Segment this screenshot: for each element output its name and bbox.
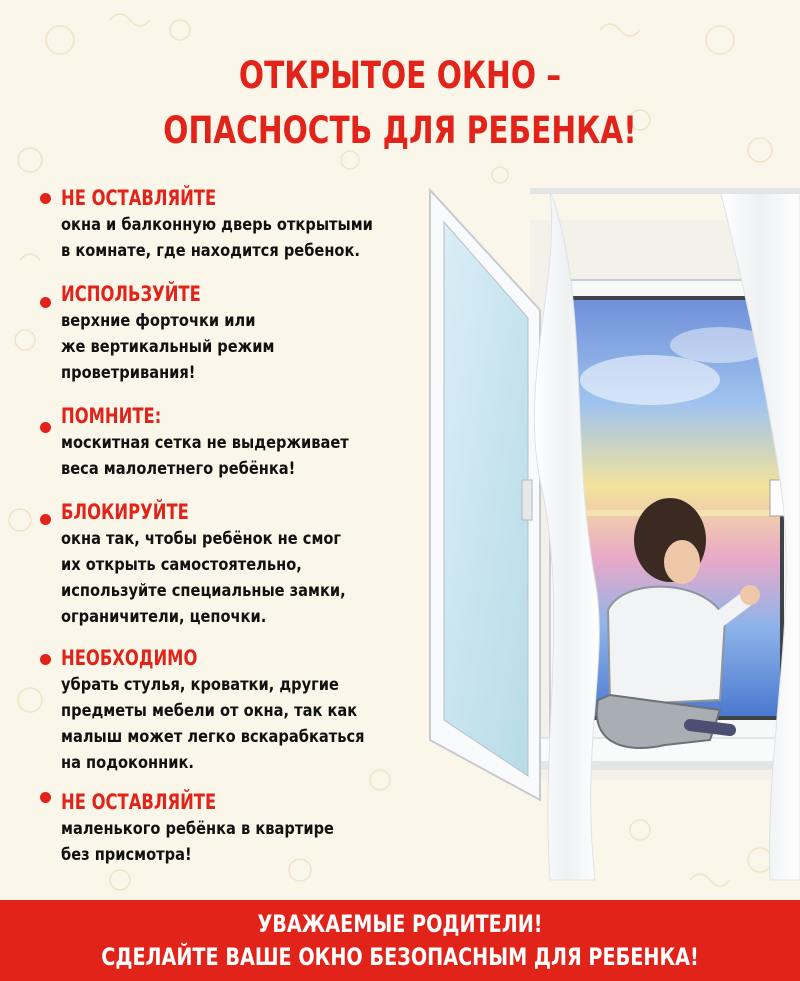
banner-text <box>80 908 720 974</box>
tip-text <box>61 816 334 868</box>
tip-line: проветривания! <box>61 363 196 383</box>
tip-line: их открыть самостоятельно, <box>61 555 302 575</box>
bullet-icon <box>40 297 51 308</box>
tip-line: ограничители, цепочки. <box>61 607 267 627</box>
tip-line: окна так, чтобы ребёнок не смог <box>61 529 342 549</box>
tip-text <box>61 672 365 776</box>
tip-text <box>61 526 346 630</box>
bullet-icon <box>40 193 51 204</box>
tip-line: на подоконник. <box>61 753 194 773</box>
tip-text <box>61 430 349 482</box>
tip-text <box>61 308 274 386</box>
tip-line: малыш может легко вскарабкаться <box>61 727 365 747</box>
tip-line: же вертикальный режим <box>61 337 275 357</box>
tip-line: предметы мебели от окна, так как <box>61 701 358 721</box>
tip-line: используйте специальные замки, <box>61 581 346 601</box>
bullet-icon <box>40 422 51 433</box>
tip-text <box>61 212 373 264</box>
tip-heading: НЕОБХОДИМО <box>61 646 198 670</box>
tip-line: маленького ребёнка в квартире <box>61 819 334 839</box>
tip-line: убрать стулья, кроватки, другие <box>61 675 339 695</box>
bullet-icon <box>40 654 51 665</box>
bottom-banner <box>0 900 800 981</box>
tip-heading: БЛОКИРУЙТЕ <box>61 500 189 524</box>
tip-heading: ПОМНИТЕ: <box>61 404 162 428</box>
bullet-icon <box>40 514 51 525</box>
title-line-2: ОПАСНОСТЬ ДЛЯ РЕБЕНКА! <box>163 109 637 152</box>
bullet-icon <box>40 792 51 803</box>
tip-heading: НЕ ОСТАВЛЯЙТЕ <box>61 790 217 814</box>
banner-line-2: СДЕЛАЙТЕ ВАШЕ ОКНО БЕЗОПАСНЫМ ДЛЯ РЕБЕНКА! <box>101 943 699 971</box>
tip-line: окна и балконную дверь открытыми <box>61 215 373 235</box>
tip-line: верхние форточки или <box>61 311 256 331</box>
tip-line: без присмотра! <box>61 845 192 865</box>
window-illustration <box>420 180 800 890</box>
tip-heading: НЕ ОСТАВЛЯЙТЕ <box>61 186 217 210</box>
tip-line: веса малолетнего ребёнка! <box>61 459 296 479</box>
tip-line: москитная сетка не выдерживает <box>61 433 349 453</box>
poster-title <box>112 48 688 158</box>
banner-line-1: УВАЖАЕМЫЕ РОДИТЕЛИ! <box>257 910 543 938</box>
tip-line: в комнате, где находится ребенок. <box>61 241 360 261</box>
title-line-1: ОТКРЫТОЕ ОКНО – <box>238 54 562 97</box>
tip-heading: ИСПОЛЬЗУЙТЕ <box>61 282 201 306</box>
